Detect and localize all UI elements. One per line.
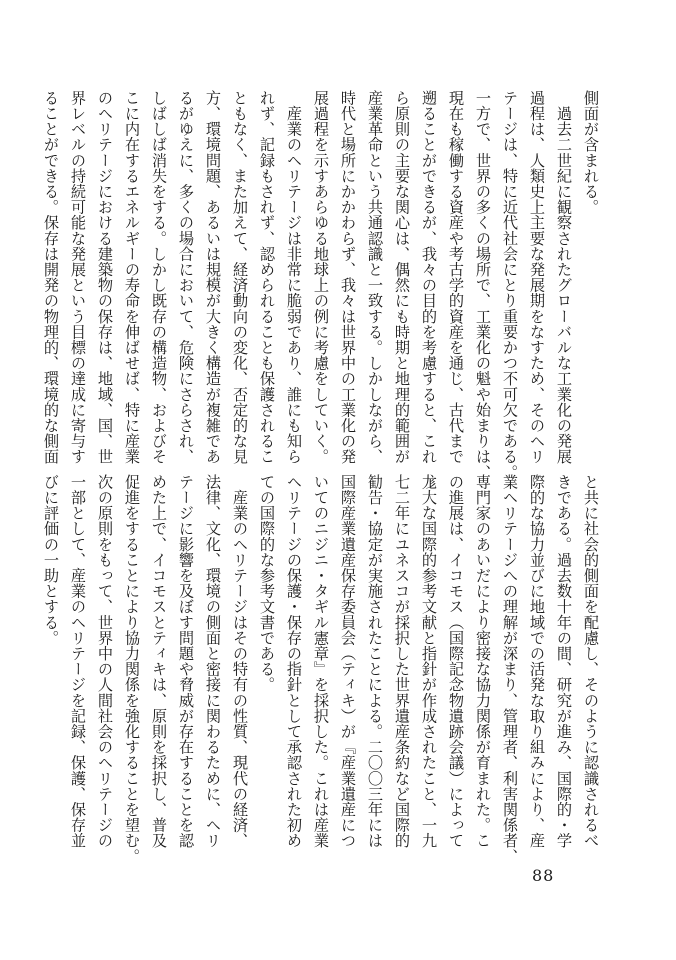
text-column: 側面が含まれる。 xyxy=(582,90,600,215)
text-column: 展過程を示すあらゆる地球上の例に考慮をしていく。 xyxy=(312,90,330,465)
text-column: ヘリテージの保護・保存の指針として承認された初め xyxy=(285,474,303,849)
text-column: るがゆえに、多くの場合において、危険にさらされ、 xyxy=(177,90,195,465)
text-column: 一部として、産業のヘリテージを記録、保護、保存並 xyxy=(69,474,87,849)
text-column: しばしば消失をする。しかし既存の構造物、およびそ xyxy=(150,90,168,465)
text-column: 過程は、人類史上主要な発展期をなすため、そのヘリ xyxy=(528,90,546,465)
page-number: 88 xyxy=(532,866,555,885)
lower-text-block xyxy=(42,474,604,864)
text-column: 一方で、世界の多くの場所で、工業化の魁や始まりは、 xyxy=(474,90,492,480)
text-column: 七二年にユネスコが採択した世界遺産条約など国際的 xyxy=(393,474,411,849)
text-column: 産業のヘリテージはその特有の性質、現代の経済、 xyxy=(231,474,249,849)
text-column: 促進をすることにより協力関係を強化することを望む。 xyxy=(123,474,141,864)
text-column: れず、記録もされず、認められることも保護されるこ xyxy=(258,90,276,465)
text-column: こに内在するエネルギーの寿命を伸ばせば、特に産業 xyxy=(123,90,141,465)
text-column: ら原則の主要な関心は、偶然にも時期と地理的範囲が xyxy=(393,90,411,465)
text-column: 産業革命という共通認識と一致する。しかしながら、 xyxy=(366,90,384,465)
text-column: 界レベルの持続可能な発展という目標の達成に寄与す xyxy=(69,90,87,465)
upper-text-block xyxy=(42,90,604,480)
text-column: 勧告・協定が実施されたことによる。二〇〇三年には xyxy=(366,474,384,849)
text-column: 際的な協力並びに地域での活発な取り組みにより、産 xyxy=(528,474,546,849)
text-column: の進展は、イコモス（国際記念物遺跡会議）によって xyxy=(447,474,465,849)
text-column: 法律、文化、環境の側面と密接に関わるために、ヘリ xyxy=(204,474,222,849)
text-column: きである。過去数十年の間、研究が進み、国際的・学 xyxy=(555,474,573,849)
text-column: めた上で、イコモスとティキは、原則を採択し、普及 xyxy=(150,474,168,849)
text-column: 次の原則をもって、世界中の人間社会のヘリテージの xyxy=(96,474,114,849)
text-column: 業ヘリテージへの理解が深まり、管理者、利害関係者、 xyxy=(501,474,519,864)
text-column: 専門家のあいだにより密接な協力関係が育まれた。こ xyxy=(474,474,492,849)
text-column: と共に社会的側面を配慮し、そのように認識されるべ xyxy=(582,474,600,849)
text-column: びに評価の一助とする。 xyxy=(42,474,60,646)
text-column: 時代と場所にかかわらず、我々は世界中の工業化の発 xyxy=(339,90,357,465)
text-column: テージに影響を及ぼす問題や脅威が存在することを認 xyxy=(177,474,195,849)
text-column: 国際産業遺産保存委員会（ティキ）が『産業遺産につ xyxy=(339,474,357,849)
text-column: ることができる。保存は開発の物理的、環境的な側面 xyxy=(42,90,60,465)
text-column: 遡ることができるが、我々の目的を考慮すると、これ xyxy=(420,90,438,465)
text-column: ともなく、また加えて、経済動向の変化、否定的な見 xyxy=(231,90,249,465)
text-column: ての国際的な参考文書である。 xyxy=(258,474,276,693)
text-column: テージは、特に近代社会にとり重要かつ不可欠である。 xyxy=(501,90,519,480)
text-column: のヘリテージにおける建築物の保存は、地域、国、世 xyxy=(96,90,114,465)
text-column: 産業のヘリテージは非常に脆弱であり、誰にも知ら xyxy=(285,90,303,465)
text-column: 尨大な国際的参考文献と指針が作成されたこと、一九 xyxy=(420,474,438,849)
text-column: 過去二世紀に観察されたグローバルな工業化の発展 xyxy=(555,90,573,465)
text-column: いてのニジニ・タギル憲章』を採択した。これは産業 xyxy=(312,474,330,849)
text-column: 方、環境問題、あるいは規模が大きく構造が複雑であ xyxy=(204,90,222,465)
text-column: 現在も稼働する資産や考古学的資産を通じ、古代まで xyxy=(447,90,465,465)
